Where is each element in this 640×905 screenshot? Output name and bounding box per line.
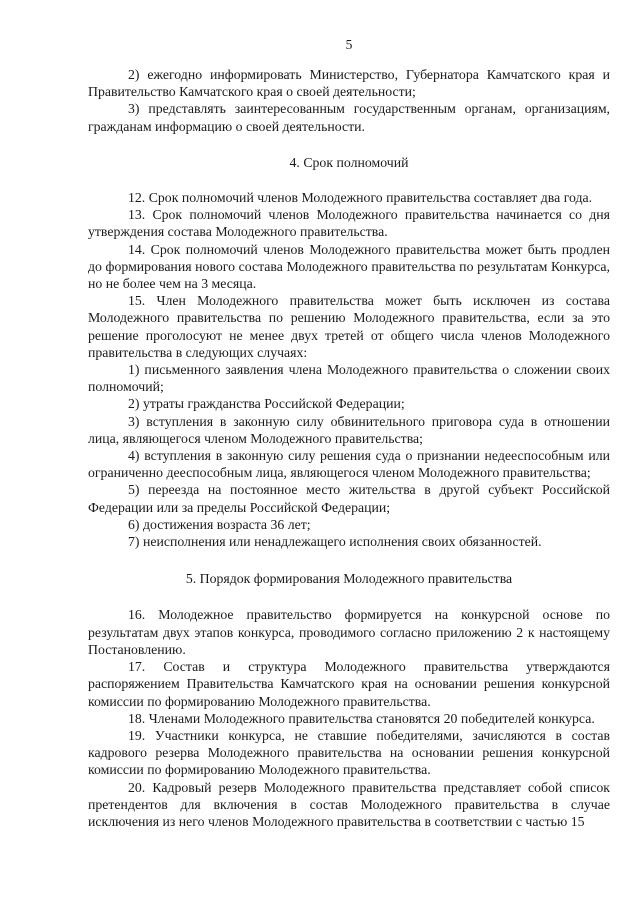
- paragraph-intro-3: 3) представлять заинтересованным государственным органам, организациям, гражданам информацию о своей деятельности.: [88, 101, 610, 134]
- paragraph-20: 20. Кадровый резерв Молодежного правительства представляет собой список претендентов для включения в состав Молодежного правительства в случае исключения из него членов Молодежного правительства в соответствии с частью 15: [88, 779, 610, 829]
- paragraph-15-item-1: 1) письменного заявления члена Молодежного правительства о сложении своих полномочий;: [88, 362, 610, 395]
- paragraph-16: 16. Молодежное правительство формируется на конкурсной основе по результатам двух этапов конкурса, проводимого согласно приложению 2 к настоящему Постановлению.: [88, 607, 610, 657]
- paragraph-14: 14. Срок полномочий членов Молодежного правительства может быть продлен до формирования нового состава Молодежного правительства по результатам Конкурса, но не более чем на 3 месяца.: [88, 241, 610, 292]
- paragraph-15-item-3: 3) вступления в законную силу обвинительного приговора суда в отношении лица, являющегося членом Молодежного правительства;: [88, 413, 610, 446]
- paragraph-17: 17. Состав и структура Молодежного правительства утверждаются распоряжением Правительства Камчатского края на основании решения конкурсной комиссии по формированию Молодежного правительства.: [88, 659, 610, 709]
- paragraph-15-item-4: 4) вступления в законную силу решения суда о признании недееспособным или ограниченно дееспособным лица, являющегося членом Молодежного правительства;: [88, 448, 610, 481]
- paragraph-15-item-2: 2) утраты гражданства Российской Федерации;: [128, 396, 405, 412]
- paragraph-intro-2: 2) ежегодно информировать Министерство, Губернатора Камчатского края и Правительство Камчатского края о своей деятельности;: [88, 67, 610, 100]
- paragraph-15: 15. Член Молодежного правительства может быть исключен из состава Молодежного правительства по решению Молодежного правительства, если за это решение проголосуют не менее двух третей от общего числа членов Молодежного правительства в следующих случаях:: [88, 293, 610, 360]
- paragraph-12: 12. Срок полномочий членов Молодежного правительства составляет два года.: [128, 190, 593, 206]
- section-4-heading: 4. Срок полномочий: [289, 154, 409, 170]
- paragraph-15-item-6: 6) достижения возраста 36 лет;: [128, 516, 311, 532]
- paragraph-15-item-7: 7) неисполнения или ненадлежащего исполнения своих обязанностей.: [128, 534, 542, 550]
- section-5: [88, 570, 610, 830]
- paragraph-15-item-5: 5) переезда на постоянное место жительства в другой субъект Российской Федерации или за пределы Российской Федерации;: [88, 482, 610, 515]
- section-5-heading: 5. Порядок формирования Молодежного правительства: [185, 571, 513, 587]
- paragraph-19: 19. Участники конкурса, не ставшие победителями, зачисляются в состав кадрового резерва Молодежного правительства на основании решения конкурсной комиссии по формированию Молодежного правительства.: [88, 727, 610, 778]
- paragraph-18: 18. Членами Молодежного правительства становятся 20 победителей конкурса.: [128, 710, 595, 726]
- paragraph-13: 13. Срок полномочий членов Молодежного правительства начинается со дня утверждения состава Молодежного правительства.: [88, 207, 610, 240]
- intro-block: [88, 66, 610, 135]
- section-4: [88, 154, 610, 550]
- page-number: 5: [345, 37, 353, 52]
